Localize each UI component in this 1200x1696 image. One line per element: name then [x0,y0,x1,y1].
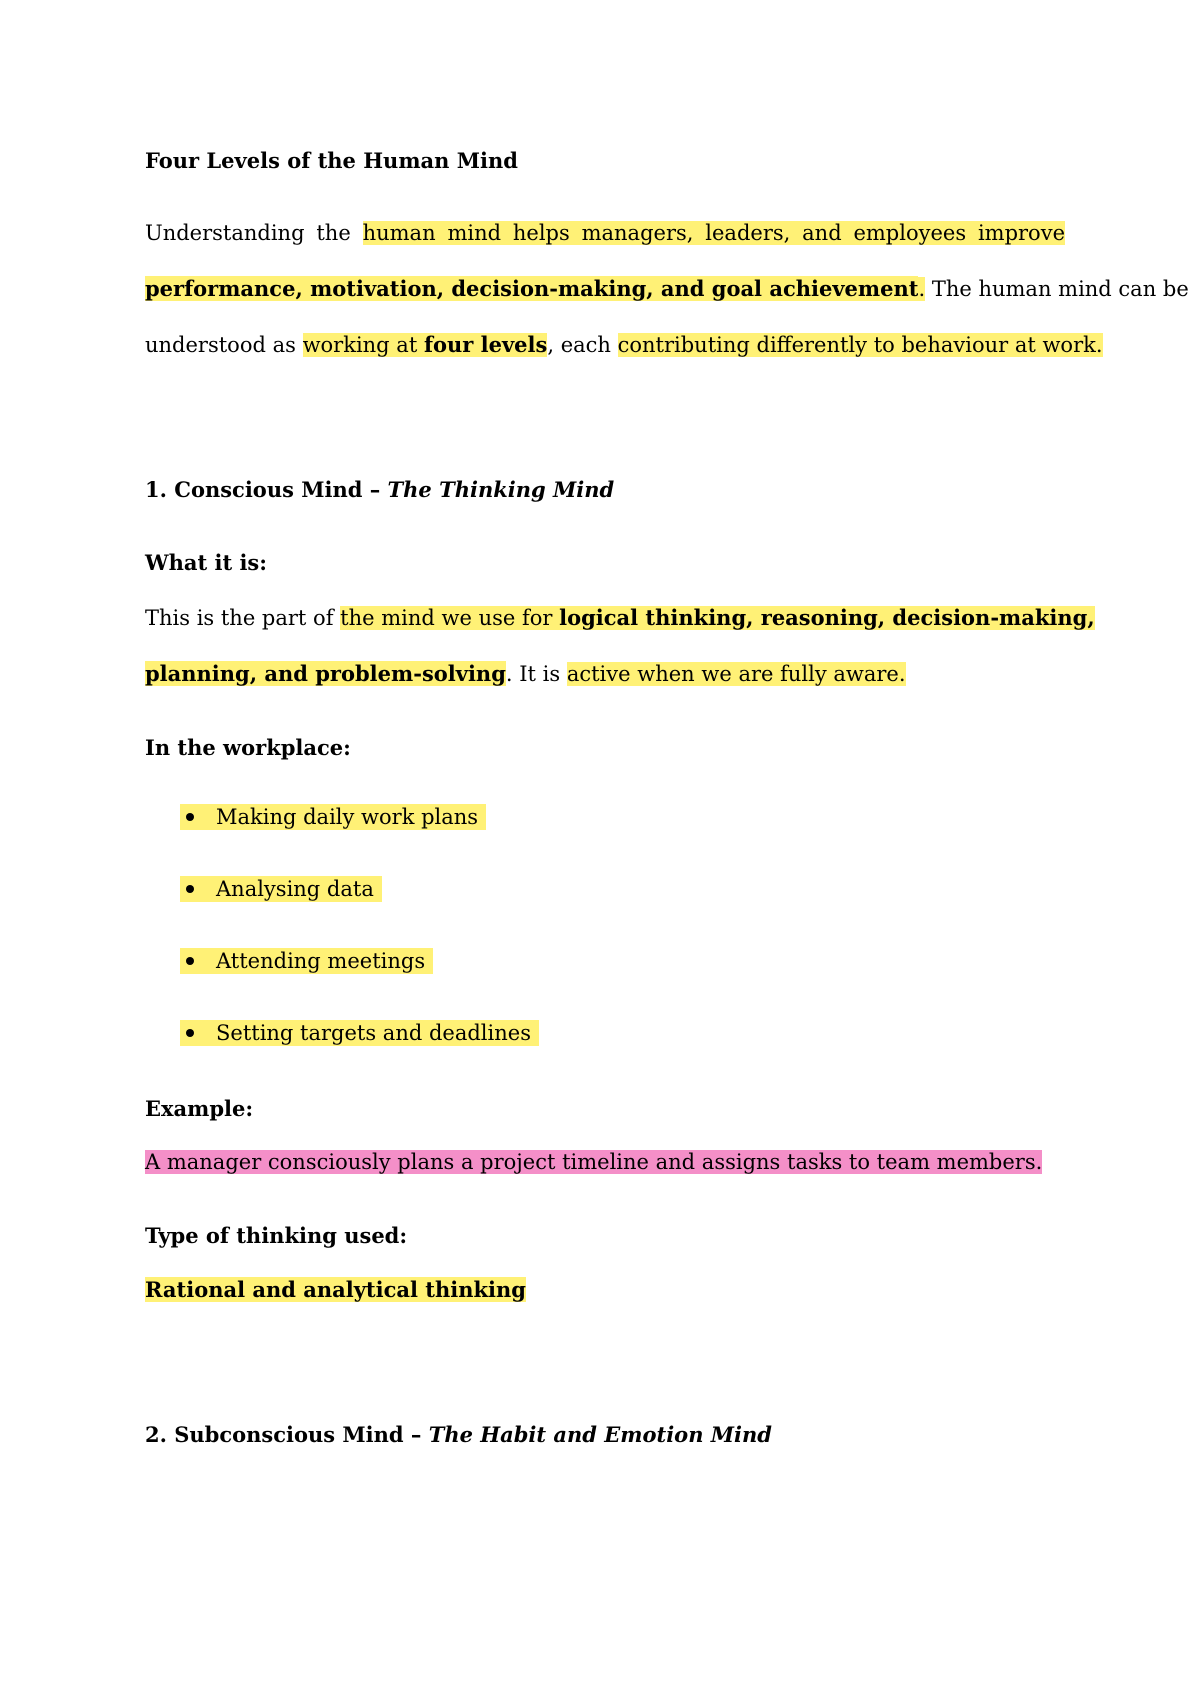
list-item [180,876,382,902]
list-item [180,804,486,830]
what-bold-text: logical thinking, reasoning, decision-making, [559,605,1095,630]
section-1-heading-subtitle: The Thinking Mind [387,477,615,502]
bullet-icon [180,1020,216,1046]
workplace-label: In the workplace: [145,735,351,760]
bullet-highlight [180,1020,539,1046]
what-it-is-paragraph [145,590,1095,702]
intro-highlight: human mind helps managers, leaders, and employees improve [362,221,1065,245]
bullet-highlight [180,804,486,830]
bullet-text: Setting targets and deadlines [216,1021,531,1045]
what-highlight-bold: planning, and problem-solving [145,661,506,686]
example-highlight: A manager consciously plans a project timeline and assigns tasks to team members. [145,1150,1043,1174]
intro-highlight: . [918,277,926,301]
section-1-heading-text: 1. Conscious Mind – [145,477,388,502]
intro-line-3 [145,317,1103,373]
intro-text: Understanding the [145,221,363,245]
intro-paragraph [145,205,1189,373]
list-item [180,948,433,974]
what-line-2 [145,646,1065,702]
bullet-highlight [180,948,433,974]
thinking-type-label: Type of thinking used: [145,1223,408,1248]
intro-line-1 [145,205,1065,261]
bullet-text: Analysing data [216,877,374,901]
bullet-text: Making daily work plans [216,805,479,829]
intro-bold-text: four levels [423,332,548,357]
intro-highlight [303,333,548,357]
what-text: the mind we use for [340,606,560,630]
bullet-icon [180,804,216,830]
intro-highlight-bold: performance, motivation, decision-making, and goal achievement [145,276,919,301]
thinking-type-value [145,1277,1065,1302]
section-1-heading [145,477,1065,502]
what-line-1 [145,590,1095,646]
bullet-highlight [180,876,382,902]
section-2-heading [145,1422,1065,1447]
bullet-icon [180,876,216,902]
intro-line-2 [145,261,1189,317]
what-text: . It is [505,662,567,686]
thinking-type-highlight: Rational and analytical thinking [145,1277,526,1302]
intro-text: understood as [145,333,303,357]
example-text [145,1150,1065,1175]
what-highlight: active when we are fully aware. [566,662,906,686]
intro-text: working at [302,333,424,357]
intro-text: The human mind can be [925,277,1189,301]
example-label: Example: [145,1096,254,1121]
what-text: This is the part of [145,606,341,630]
list-item [180,1020,539,1046]
section-2-heading-text: 2. Subconscious Mind – [145,1422,429,1447]
what-highlight [340,606,1095,630]
bullet-icon [180,948,216,974]
document-title: Four Levels of the Human Mind [145,148,518,173]
bullet-text: Attending meetings [216,949,426,973]
intro-text: , each [547,333,618,357]
what-it-is-label: What it is: [145,550,268,575]
section-2-heading-subtitle: The Habit and Emotion Mind [428,1422,772,1447]
intro-highlight: contributing differently to behaviour at work. [617,333,1103,357]
